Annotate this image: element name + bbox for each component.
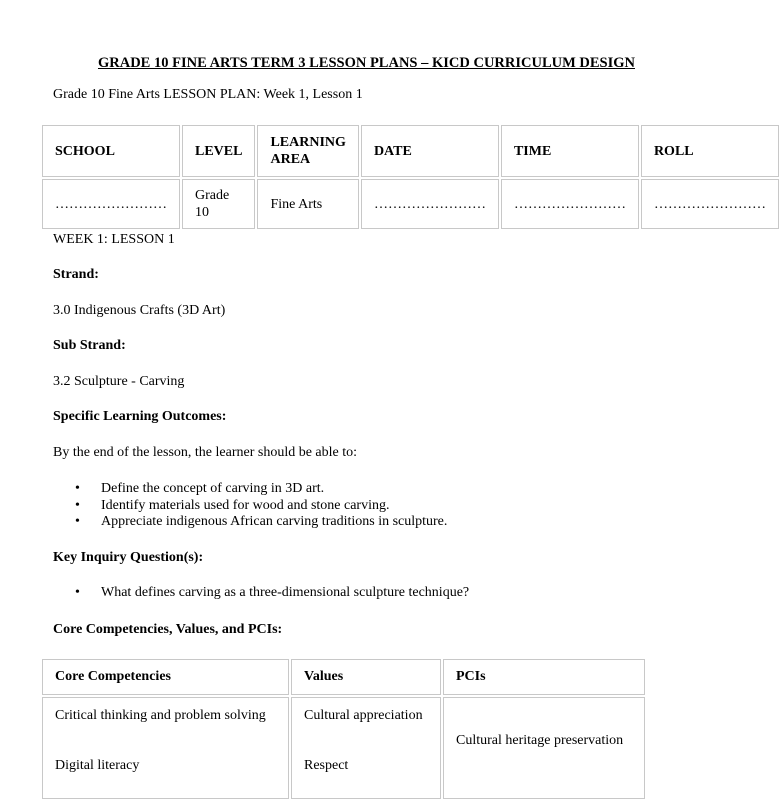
header-learning-area: LEARNING AREA: [257, 125, 358, 177]
info-value-row: [42, 179, 779, 229]
list-item: • What defines carving as a three-dimensional sculpture technique?: [53, 585, 469, 602]
inquiry-list: [53, 585, 469, 602]
pci-item: Cultural heritage preservation: [456, 733, 624, 748]
comp-header-row: [42, 659, 645, 695]
value-item: Respect: [304, 758, 349, 773]
week-lesson-label: WEEK 1: LESSON 1: [53, 232, 175, 247]
competencies-table: [40, 657, 647, 801]
header-values: Values: [291, 659, 441, 695]
core-competency-item: Digital literacy: [55, 758, 140, 773]
header-date: DATE: [361, 125, 499, 177]
header-roll: ROLL: [641, 125, 779, 177]
header-time: TIME: [501, 125, 639, 177]
strand-value: 3.0 Indigenous Crafts (3D Art): [53, 303, 226, 318]
value-date: ……………………: [361, 179, 499, 229]
value-school: ……………………: [42, 179, 180, 229]
list-item: • Appreciate indigenous African carving traditions in sculpture.: [53, 514, 447, 531]
outcomes-label: Specific Learning Outcomes:: [53, 409, 227, 424]
lesson-info-table: [40, 123, 781, 231]
header-level: LEVEL: [182, 125, 255, 177]
comp-body-row: [42, 697, 645, 799]
sub-strand-label: Sub Strand:: [53, 338, 126, 353]
value-learning-area: Fine Arts: [257, 179, 358, 229]
header-pcis: PCIs: [443, 659, 645, 695]
sub-strand-value: 3.2 Sculpture - Carving: [53, 374, 185, 389]
list-item: • Identify materials used for wood and stone carving.: [53, 498, 447, 515]
value-roll: ……………………: [641, 179, 779, 229]
core-competency-item: Critical thinking and problem solving: [55, 708, 266, 723]
header-school: SCHOOL: [42, 125, 180, 177]
outcomes-intro: By the end of the lesson, the learner should be able to:: [53, 445, 358, 460]
value-time: ……………………: [501, 179, 639, 229]
values-cell: [291, 697, 441, 799]
competencies-label: Core Competencies, Values, and PCIs:: [53, 622, 283, 637]
info-header-row: [42, 125, 779, 177]
document-title: GRADE 10 FINE ARTS TERM 3 LESSON PLANS – KICD CURRICULUM DESIGN: [97, 55, 635, 71]
outcomes-list: [53, 481, 447, 531]
header-core-competencies: Core Competencies: [42, 659, 289, 695]
value-item: Cultural appreciation: [304, 708, 423, 723]
lesson-plan-subtitle: Grade 10 Fine Arts LESSON PLAN: Week 1, Lesson 1: [53, 87, 363, 102]
strand-label: Strand:: [53, 267, 99, 282]
list-item: • Define the concept of carving in 3D art.: [53, 481, 447, 498]
inquiry-label: Key Inquiry Question(s):: [53, 550, 204, 565]
core-competencies-cell: [42, 697, 289, 799]
value-level: Grade 10: [182, 179, 255, 229]
pcis-cell: [443, 697, 645, 799]
